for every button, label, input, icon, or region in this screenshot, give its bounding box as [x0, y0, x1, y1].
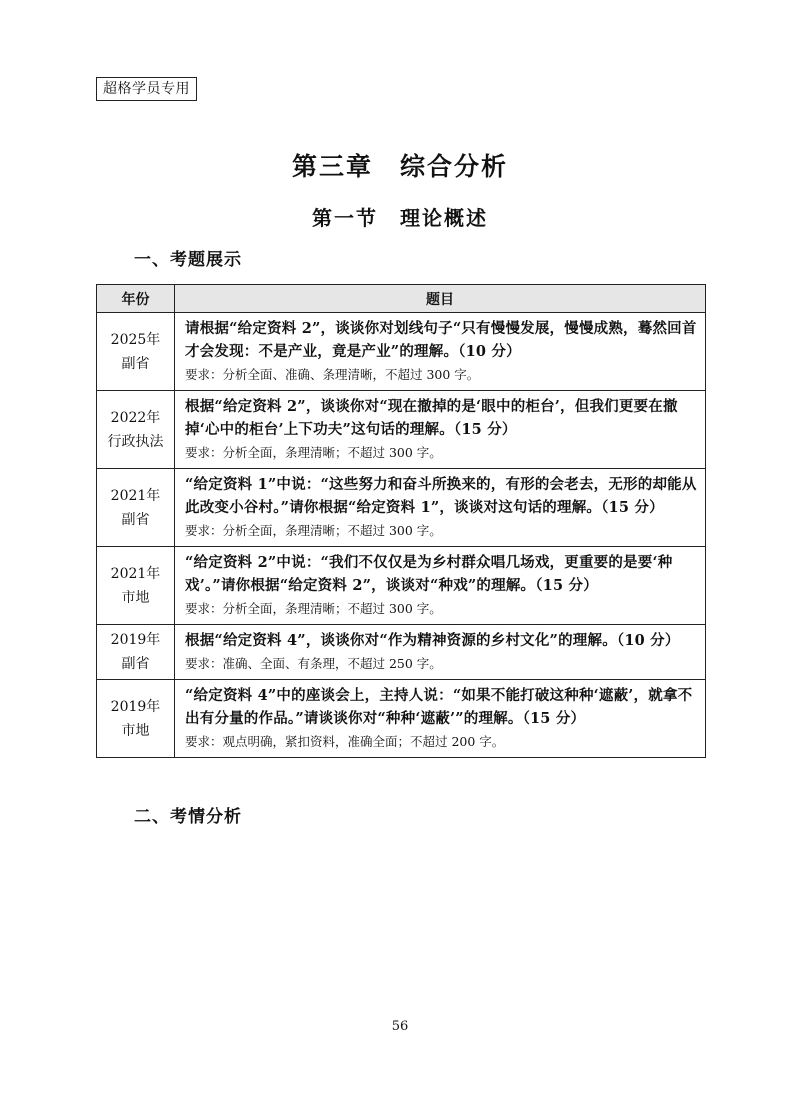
year-cell — [97, 391, 175, 469]
requirement-text: 要求：分析全面，条理清晰；不超过 300 字。 — [185, 445, 442, 460]
header-question: 题目 — [175, 285, 706, 313]
question-text: “给定资料 1”中说：“这些努力和奋斗所换来的，有形的会老去，无形的却能从此改变小谷村。”请你根据“给定资料 1”，谈谈对这句话的理解。（15 分） — [185, 476, 697, 516]
year-label: 2021年 — [110, 487, 161, 504]
question-cell — [175, 391, 706, 469]
year-cell — [97, 313, 175, 391]
table-row — [97, 469, 706, 547]
question-cell — [175, 313, 706, 391]
exam-type: 副省 — [121, 511, 150, 528]
year-label: 2019年 — [110, 632, 161, 648]
section-title: 第一节 理论概述 — [312, 206, 488, 230]
year-label: 2019年 — [110, 698, 161, 715]
question-text: 根据“给定资料 4”，谈谈你对“作为精神资源的乡村文化”的理解。（10 分） — [185, 632, 680, 649]
question-text: 根据“给定资料 2”，谈谈你对“现在撤掉的是‘眼中的柜台’，但我们更要在撤掉‘心中的柜台’上下功夫”这句话的理解。（15 分） — [185, 398, 678, 438]
header-year: 年份 — [97, 285, 175, 313]
exam-table — [96, 284, 706, 758]
year-cell — [97, 680, 175, 758]
requirement-text: 要求：分析全面，条理清晰；不超过 300 字。 — [185, 601, 442, 616]
question-cell — [175, 680, 706, 758]
table-row — [97, 547, 706, 625]
question-cell — [175, 625, 706, 680]
question-text: 请根据“给定资料 2”，谈谈你对划线句子“只有慢慢发展，慢慢成熟，蓦然回首才会发现：不是产业，竟是产业”的理解。（10 分） — [185, 320, 697, 360]
requirement-text: 要求：分析全面，条理清晰；不超过 300 字。 — [185, 523, 442, 538]
exam-type: 市地 — [121, 589, 150, 606]
year-label: 2025年 — [110, 331, 161, 348]
exam-type: 行政执法 — [107, 433, 164, 450]
year-cell — [97, 547, 175, 625]
year-label: 2021年 — [110, 565, 161, 582]
requirement-text: 要求：准确、全面、有条理，不超过 250 字。 — [185, 656, 442, 671]
question-cell — [175, 547, 706, 625]
requirement-text: 要求：观点明确，紧扣资料，准确全面；不超过 200 字。 — [185, 734, 505, 749]
table-row — [97, 680, 706, 758]
chapter-title: 第三章 综合分析 — [291, 152, 508, 181]
exam-type: 市地 — [121, 722, 150, 739]
question-text: “给定资料 2”中说：“我们不仅仅是为乡村群众唱几场戏，更重要的是要‘种戏’。”请你根据“给定资料 2”，谈谈对“种戏”的理解。（15 分） — [185, 554, 673, 594]
page-number: 56 — [391, 1019, 409, 1034]
member-stamp: 超格学员专用 — [96, 77, 197, 101]
heading-exam-analysis: 二、考情分析 — [134, 807, 242, 827]
table-row — [97, 391, 706, 469]
table-header-row — [97, 285, 706, 313]
year-cell — [97, 469, 175, 547]
year-cell — [97, 625, 175, 680]
table-row — [97, 625, 706, 680]
table-row — [97, 313, 706, 391]
requirement-text: 要求：分析全面、准确、条理清晰，不超过 300 字。 — [185, 367, 480, 382]
heading-exam-display: 一、考题展示 — [134, 250, 242, 270]
exam-type: 副省 — [121, 355, 150, 372]
year-label: 2022年 — [110, 409, 161, 426]
question-text: “给定资料 4”中的座谈会上，主持人说：“如果不能打破这种种‘遮蔽’，就拿不出有分量的作品。”请谈谈你对“种种‘遮蔽’”的理解。（15 分） — [185, 687, 693, 727]
exam-type: 副省 — [121, 656, 150, 672]
question-cell — [175, 469, 706, 547]
